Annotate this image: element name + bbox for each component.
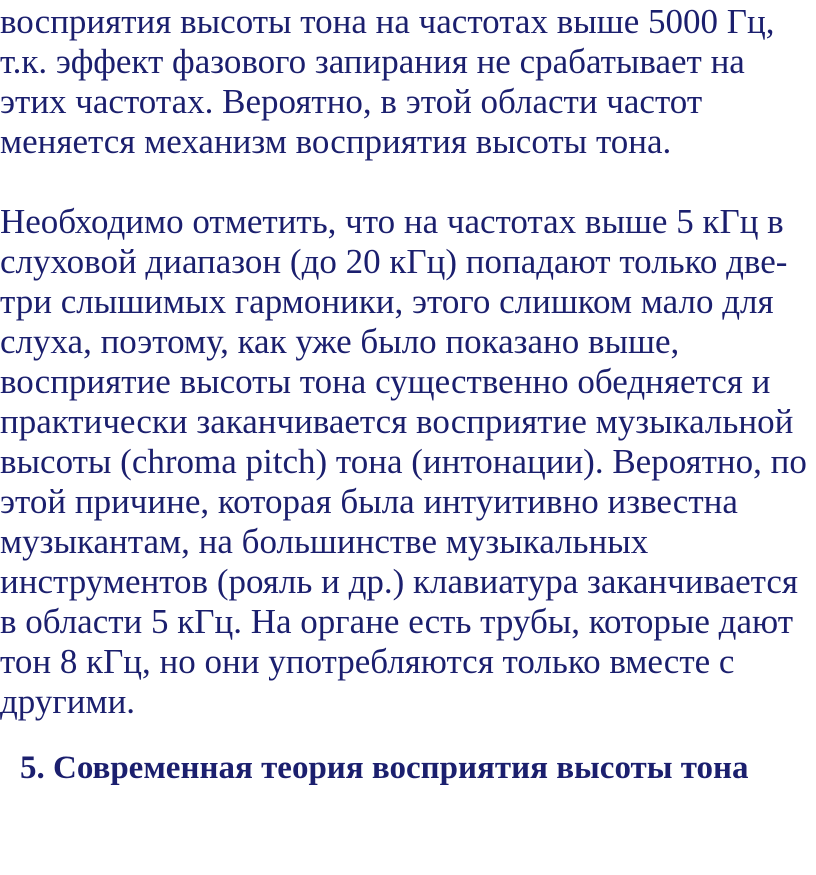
paragraph-line: в области 5 кГц. На органе есть трубы, которые дают (0, 602, 794, 641)
paragraph-1 (0, 2, 774, 162)
paragraph-line: другими. (0, 682, 136, 721)
section-heading: 5. Современная теория восприятия высоты тона (20, 750, 749, 786)
paragraph-2 (0, 202, 807, 722)
paragraph-line: три слышимых гармоники, этого слишком мало для (0, 282, 774, 321)
paragraph-line: восприятия высоты тона на частотах выше 5000 Гц, (0, 2, 775, 41)
paragraph-line: меняется механизм восприятия высоты тона. (0, 122, 672, 161)
paragraph-line: инструментов (рояль и др.) клавиатура заканчивается (0, 562, 798, 601)
paragraph-line: музыкантам, на большинстве музыкальных (0, 522, 649, 561)
paragraph-line: этих частотах. Вероятно, в этой области частот (0, 82, 703, 121)
paragraph-line: тон 8 кГц, но они употребляются только вместе с (0, 642, 735, 681)
paragraph-line: Необходимо отметить, что на частотах выше 5 кГц в (0, 202, 784, 241)
paragraph-line: этой причине, которая была интуитивно известна (0, 482, 738, 521)
paragraph-line: т.к. эффект фазового запирания не срабатывает на (0, 42, 745, 81)
paragraph-line: высоты (chroma pitch) тона (интонации). Вероятно, по (0, 442, 807, 481)
paragraph-line: слуховой диапазон (до 20 кГц) попадают только две- (0, 242, 788, 281)
paragraph-line: слуха, поэтому, как уже было показано выше, (0, 322, 680, 361)
paragraph-line: восприятие высоты тона существенно обедняется и (0, 362, 771, 401)
paragraph-line: практически заканчивается восприятие музыкальной (0, 402, 794, 441)
